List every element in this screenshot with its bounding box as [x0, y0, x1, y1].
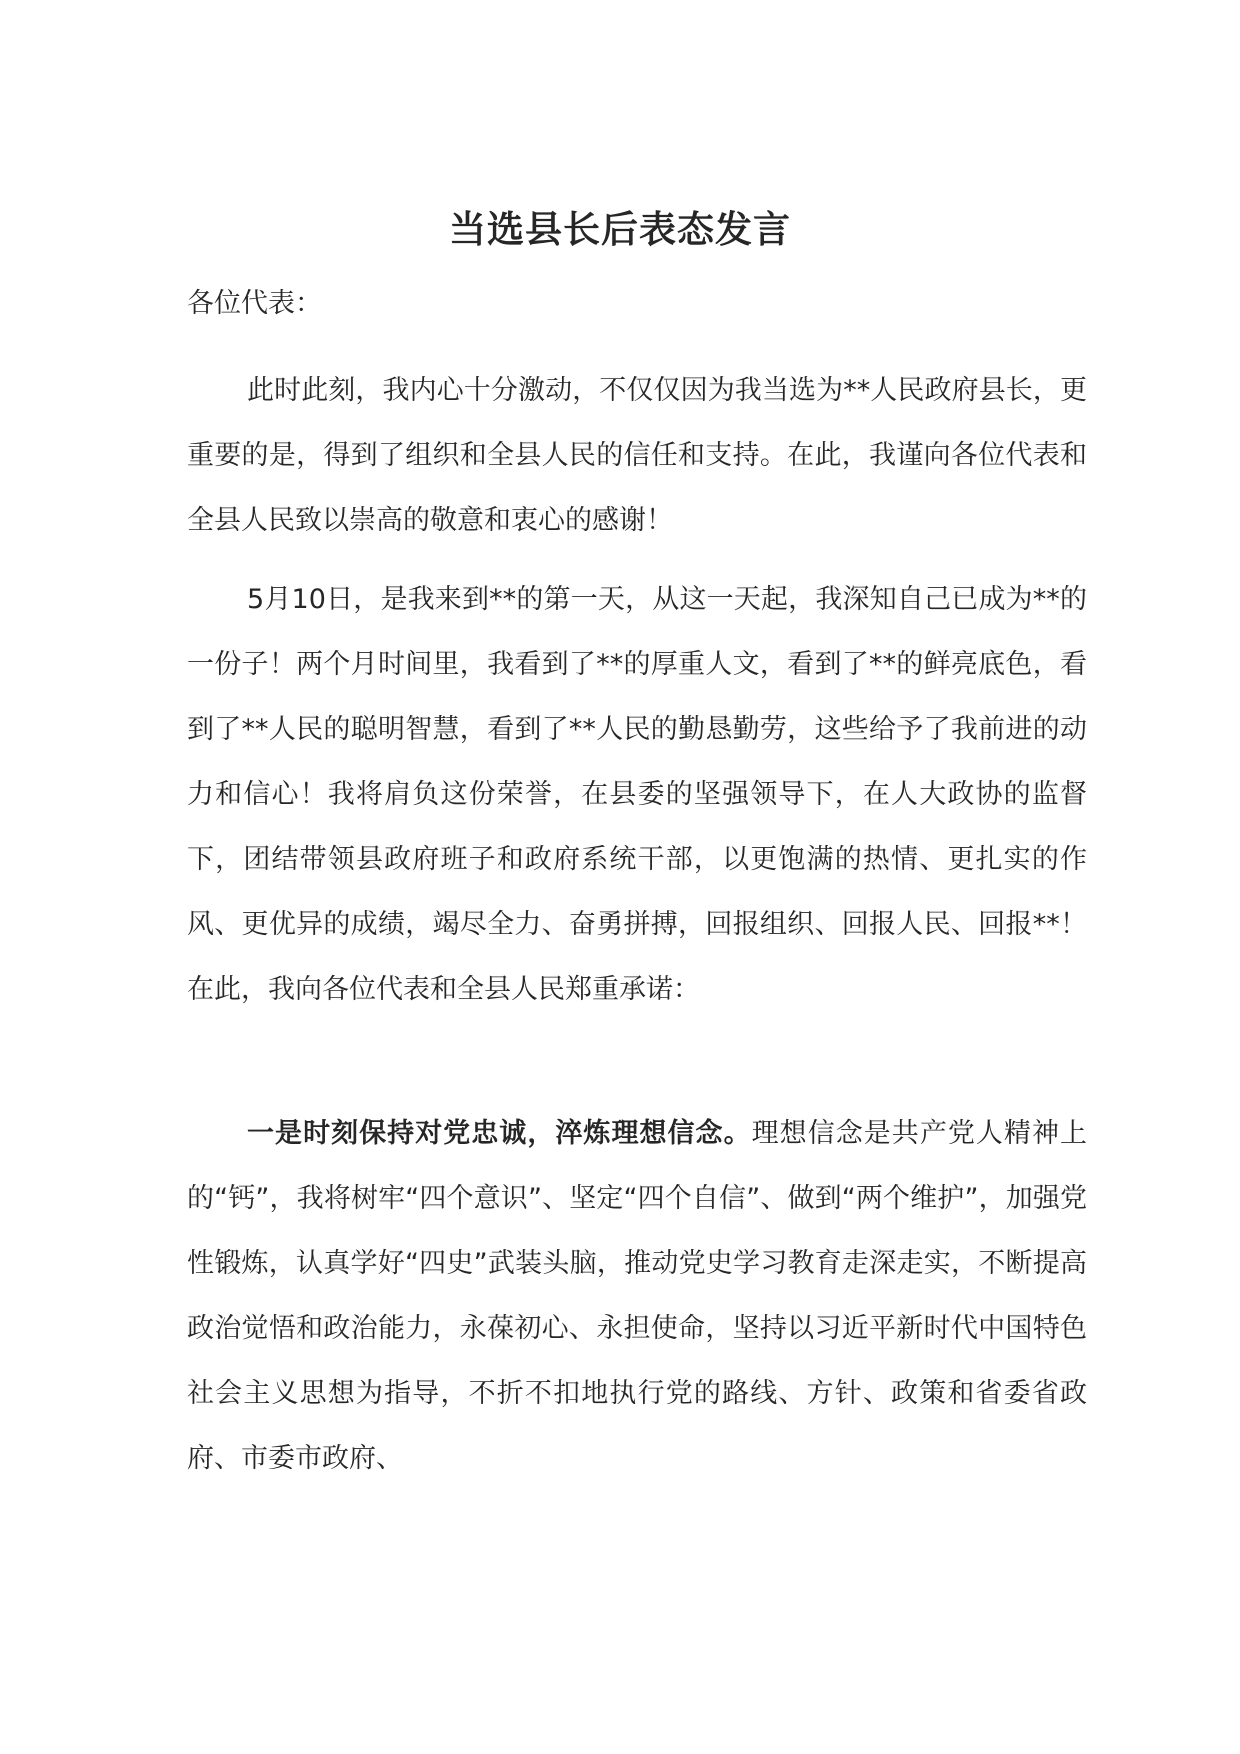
paragraph-text: 5月10日，是我来到**的第一天，从这一天起，我深知自己已成为**的一份子！两个月时间里，我看到了**的厚重人文，看到了**的鲜亮底色，看到了**人民的聪明智慧，看到了**人民的勤恳勤劳，这些给予了我前进的动力和信心！我将肩负这份荣誉，在县委的坚强领导下，在人大政协的监督下，团结带领县政府班子和政府系统干部，以更饱满的热情、更扎实的作风、更优异的成绩，竭尽全力、奋勇拼搏，回报组织、回报人民、回报**！在此，我向各位代表和全县人民郑重承诺： — [187, 584, 1087, 1005]
document-title: 当选县长后表态发言 — [449, 208, 791, 251]
paragraph-opening — [187, 358, 1087, 553]
paragraph-commitment-intro — [187, 567, 1087, 1022]
paragraph-first-pledge — [187, 1101, 1087, 1491]
salutation: 各位代表： — [187, 288, 322, 319]
paragraph-text: 理想信念是共产党人精神上的“钙”，我将树牢“四个意识”、坚定“四个自信”、做到“两个维护”，加强党性锻炼，认真学好“四史”武装头脑，推动党史学习教育走深走实，不断提高政治觉悟和政治能力，永葆初心、永担使命，坚持以习近平新时代中国特色社会主义思想为指导，不折不扣地执行党的路线、方针、政策和省委省政府、市委市政府、 — [187, 1118, 1088, 1474]
pledge-heading: 一是时刻保持对党忠诚，淬炼理想信念。 — [247, 1118, 752, 1149]
paragraph-text: 此时此刻，我内心十分激动，不仅仅因为我当选为**人民政府县长，更重要的是，得到了组织和全县人民的信任和支持。在此，我谨向各位代表和全县人民致以崇高的敬意和衷心的感谢！ — [187, 375, 1087, 536]
